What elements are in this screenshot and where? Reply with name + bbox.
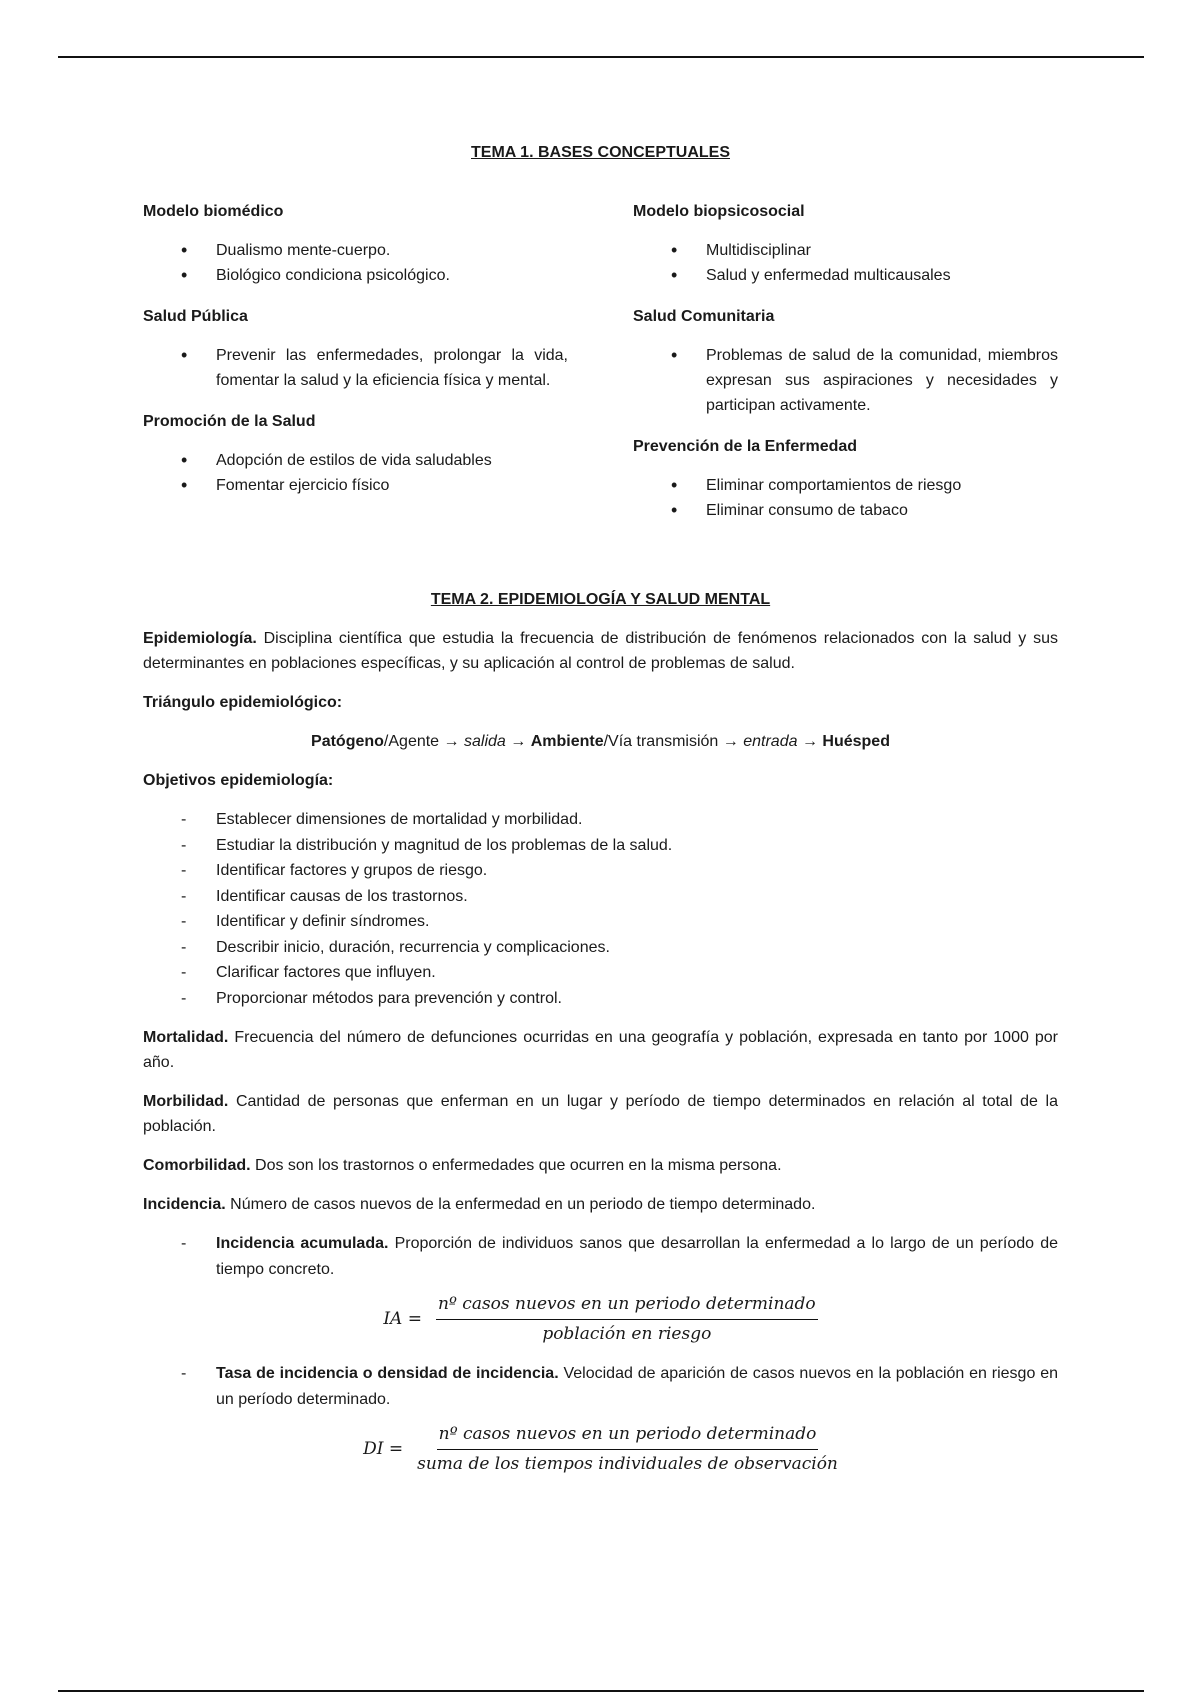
mortalidad-text: Frecuencia del número de defunciones ocurridas en una geografía y población, expresada en tanto por 1000 por año.: [143, 1029, 1058, 1071]
incidencia-acumulada-item: [143, 1231, 1058, 1282]
list-item: - Describir inicio, duración, recurrencia y complicaciones.: [143, 935, 1058, 961]
ia-numerator: nº casos nuevos en un periodo determinado: [436, 1292, 818, 1320]
ambiente-label: Ambiente: [530, 733, 604, 750]
list-item: - Estudiar la distribución y magnitud de los problemas de la salud.: [143, 833, 1058, 859]
tema2-title: TEMA 2. EPIDEMIOLOGÍA Y SALUD MENTAL: [430, 591, 771, 608]
list-item: - Identificar factores y grupos de riesgo.: [143, 858, 1058, 884]
agente-label: /Agente: [383, 733, 444, 750]
salud-publica-list: [143, 343, 568, 393]
mortalidad-term: Mortalidad.: [143, 1029, 229, 1046]
list-item: • Dualismo mente-cuerpo.: [143, 238, 568, 263]
modelo-biopsicosocial-heading: Modelo biopsicosocial: [633, 203, 805, 220]
via-label: /Vía transmisión: [603, 733, 723, 750]
list-item: • Eliminar comportamientos de riesgo: [633, 473, 1058, 498]
list-item: - Identificar causas de los trastornos.: [143, 884, 1058, 910]
arrow-right-icon: →: [443, 733, 460, 750]
incidencia-list: [143, 1231, 1058, 1282]
arrow-right-icon: →: [801, 733, 818, 750]
entrada-label: entrada: [743, 733, 798, 750]
di-text: Velocidad de aparición de casos nuevos en la población en riesgo en un período determinado.: [216, 1365, 1058, 1408]
salud-comunitaria-list: [633, 343, 1058, 418]
epidemiologia-text: Disciplina científica que estudia la frecuencia de distribución de fenómenos relacionados con la salud y sus determinantes en poblaciones específicas, y su aplicación al control de problemas de salud.: [143, 630, 1058, 672]
di-formula-lhs: DI =: [363, 1439, 404, 1459]
tema1-right-column: [633, 199, 1058, 539]
epidemiologia-term: Epidemiología.: [143, 630, 257, 647]
densidad-list: [143, 1361, 1058, 1412]
list-item: • Prevenir las enfermedades, prolongar la vida, fomentar la salud y la eficiencia física y mental.: [143, 343, 568, 393]
tema1-columns: [143, 199, 1058, 539]
promocion-salud-list: [143, 448, 568, 498]
morbilidad-term: Morbilidad.: [143, 1093, 229, 1110]
list-item: • Biológico condiciona psicológico.: [143, 263, 568, 288]
top-rule: [58, 56, 1144, 58]
objetivos-heading: Objetivos epidemiología:: [143, 772, 334, 789]
salud-comunitaria-heading: Salud Comunitaria: [633, 308, 775, 325]
list-item: • Eliminar consumo de tabaco: [633, 498, 1058, 523]
prevencion-enfermedad-list: [633, 473, 1058, 523]
list-item: - Establecer dimensiones de mortalidad y morbilidad.: [143, 807, 1058, 833]
patogeno-label: Patógeno: [311, 733, 384, 750]
ia-text: Proporción de individuos sanos que desarrollan la enfermedad a lo largo de un período de tiempo concreto.: [216, 1235, 1058, 1278]
modelo-biopsicosocial-list: [633, 238, 1058, 288]
tema1-left-column: [143, 199, 568, 539]
salida-label: salida: [463, 733, 506, 750]
modelo-biomedico-list: [143, 238, 568, 288]
modelo-biomedico-heading: Modelo biomédico: [143, 203, 284, 220]
comorbilidad-text: Dos son los trastornos o enfermedades que ocurren en la misma persona.: [250, 1157, 782, 1174]
prevencion-enfermedad-heading: Prevención de la Enfermedad: [633, 438, 858, 455]
list-item: - Proporcionar métodos para prevención y control.: [143, 986, 1058, 1012]
di-term: Tasa de incidencia o densidad de incidencia.: [216, 1365, 559, 1382]
promocion-salud-heading: Promoción de la Salud: [143, 413, 316, 430]
triangulo-heading: Triángulo epidemiológico:: [143, 694, 343, 711]
comorbilidad-term: Comorbilidad.: [143, 1157, 251, 1174]
densidad-incidencia-item: [143, 1361, 1058, 1412]
triangulo-line: [143, 729, 1058, 754]
epidemiologia-paragraph: [143, 626, 1058, 676]
arrow-right-icon: →: [722, 733, 739, 750]
objetivos-list: [143, 807, 1058, 1011]
ia-formula: [143, 1292, 1058, 1347]
list-item: • Fomentar ejercicio físico: [143, 473, 568, 498]
morbilidad-paragraph: [143, 1089, 1058, 1139]
salud-publica-heading: Salud Pública: [143, 308, 248, 325]
list-item: • Adopción de estilos de vida saludables: [143, 448, 568, 473]
list-item: - Identificar y definir síndromes.: [143, 909, 1058, 935]
di-fraction: [417, 1422, 838, 1477]
incidencia-term: Incidencia.: [143, 1196, 226, 1213]
ia-formula-lhs: IA =: [383, 1309, 422, 1329]
bottom-rule: [58, 1690, 1144, 1692]
list-item: • Multidisciplinar: [633, 238, 1058, 263]
list-item: - Clarificar factores que influyen.: [143, 960, 1058, 986]
ia-term: Incidencia acumulada.: [216, 1235, 389, 1252]
document-page: [143, 140, 1058, 1491]
di-denominator: suma de los tiempos individuales de observación: [417, 1454, 838, 1474]
mortalidad-paragraph: [143, 1025, 1058, 1075]
tema1-title: TEMA 1. BASES CONCEPTUALES: [471, 144, 730, 161]
morbilidad-text: Cantidad de personas que enferman en un lugar y período de tiempo determinados en relación al total de la población.: [143, 1093, 1058, 1135]
incidencia-text: Número de casos nuevos de la enfermedad en un periodo de tiempo determinado.: [225, 1196, 816, 1213]
ia-fraction: [436, 1292, 818, 1347]
ia-denominator: población en riesgo: [542, 1324, 712, 1344]
arrow-right-icon: →: [510, 733, 527, 750]
comorbilidad-paragraph: [143, 1153, 1058, 1178]
di-formula: [143, 1422, 1058, 1477]
list-item: • Problemas de salud de la comunidad, miembros expresan sus aspiraciones y necesidades y participan activamente.: [633, 343, 1058, 418]
huesped-label: Huésped: [822, 733, 890, 750]
incidencia-paragraph: [143, 1192, 1058, 1217]
list-item: • Salud y enfermedad multicausales: [633, 263, 1058, 288]
di-numerator: nº casos nuevos en un periodo determinado: [437, 1422, 819, 1450]
